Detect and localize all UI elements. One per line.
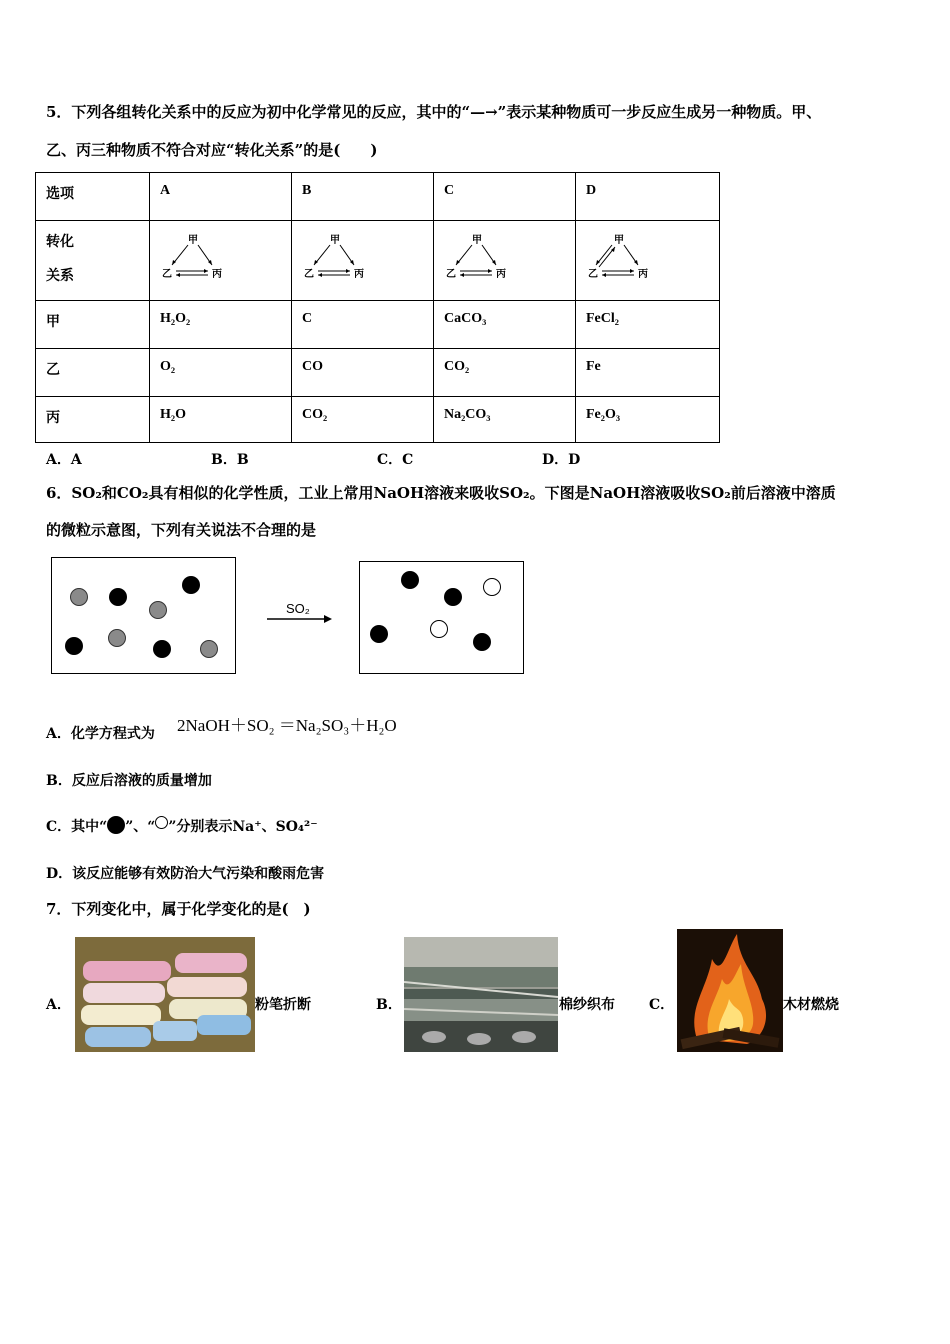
q5-option-a[interactable]: A．A xyxy=(46,452,82,468)
row-jia-b: C xyxy=(292,301,434,349)
row-jia-d: FeCl₂ xyxy=(576,301,720,349)
reaction-arrow xyxy=(266,612,336,626)
conv-diagram-a xyxy=(150,221,292,301)
table-header-c: C xyxy=(434,173,576,221)
conversion-table xyxy=(35,172,720,443)
table-header-d: D xyxy=(576,173,720,221)
q7-stem: 7．下列变化中，属于化学变化的是( ) xyxy=(46,900,311,918)
conv-diagram-b xyxy=(292,221,434,301)
q5-option-d[interactable]: D．D xyxy=(542,452,581,468)
q6-option-a[interactable] xyxy=(46,723,155,743)
q6-option-b[interactable]: B．反应后溶液的质量增加 xyxy=(46,773,212,789)
q6-option-a-prefix: A．化学方程式为 xyxy=(46,726,155,742)
particle-box-after xyxy=(359,561,524,674)
diagram-right-label: 丙 xyxy=(212,269,222,280)
particle-black xyxy=(401,571,419,589)
particle-grey xyxy=(149,601,167,619)
q5-stem-line2: 乙、丙三种物质不符合对应“转化关系”的是( ) xyxy=(46,141,378,159)
black-particle-icon xyxy=(107,816,125,834)
row-jia-a: H₂O₂ xyxy=(150,301,292,349)
spinning-mill-photo xyxy=(404,937,558,1052)
chemical-equation: 2NaOH＋SO₂ ＝Na₂SO₃＋H₂O xyxy=(177,716,397,735)
q6-option-c-prefix: C．其中“ xyxy=(46,819,108,835)
q7-option-a-caption: 粉笔折断 xyxy=(255,997,311,1013)
diagram-right-label: 丙 xyxy=(496,269,506,280)
particle-black xyxy=(109,588,127,606)
triangle-diagram-a xyxy=(160,231,230,281)
q6-option-c-suffix: ”分别表示Na⁺、SO₄²⁻ xyxy=(168,819,318,835)
diagram-top-label: 甲 xyxy=(472,235,482,246)
diagram-left-label: 乙 xyxy=(446,269,456,280)
q7-option-b-caption: 棉纱织布 xyxy=(559,997,615,1013)
q5-option-b[interactable]: B．B xyxy=(211,452,249,468)
particle-black xyxy=(153,640,171,658)
row-yi-c: CO₂ xyxy=(434,349,576,397)
particle-grey xyxy=(70,588,88,606)
spinning-mill-image xyxy=(404,937,558,1052)
conv-label-1: 转化 xyxy=(46,235,74,250)
row-yi-label: 乙 xyxy=(36,349,150,397)
q7-option-b-letter[interactable]: B． xyxy=(376,997,402,1013)
row-jia-c: CaCO₃ xyxy=(434,301,576,349)
row-jia-label: 甲 xyxy=(36,301,150,349)
particle-black xyxy=(65,637,83,655)
diagram-left-label: 乙 xyxy=(162,269,172,280)
fire-image xyxy=(677,929,783,1052)
diagram-top-label: 甲 xyxy=(614,235,624,246)
q6-option-d[interactable]: D．该反应能够有效防治大气污染和酸雨危害 xyxy=(46,866,325,882)
row-bing-d: Fe₂O₃ xyxy=(576,397,720,443)
row-yi-d: Fe xyxy=(576,349,720,397)
row-bing-a: H₂O xyxy=(150,397,292,443)
row-yi-a: O₂ xyxy=(150,349,292,397)
q7-option-c-caption: 木材燃烧 xyxy=(783,997,839,1013)
particle-black xyxy=(370,625,388,643)
table-conv-label xyxy=(36,221,150,301)
particle-black xyxy=(473,633,491,651)
conv-diagram-d xyxy=(576,221,720,301)
q6-stem-line2: 的微粒示意图，下列有关说法不合理的是 xyxy=(46,521,317,539)
row-yi-b: CO xyxy=(292,349,434,397)
particle-box-before xyxy=(51,557,236,674)
conv-label-2: 关系 xyxy=(46,269,74,284)
particle-white xyxy=(483,578,501,596)
table-header-a: A xyxy=(150,173,292,221)
q7-option-a-letter[interactable]: A． xyxy=(46,997,71,1013)
diagram-right-label: 丙 xyxy=(354,269,364,280)
table-header-option: 选项 xyxy=(36,173,150,221)
particle-black xyxy=(444,588,462,606)
particle-grey xyxy=(200,640,218,658)
chalk-photo xyxy=(75,937,255,1052)
conv-diagram-c xyxy=(434,221,576,301)
particle-grey xyxy=(108,629,126,647)
triangle-diagram-b xyxy=(302,231,372,281)
particle-black xyxy=(182,576,200,594)
triangle-diagram-d xyxy=(586,231,656,281)
fire-photo xyxy=(677,929,783,1052)
diagram-right-label: 丙 xyxy=(638,269,648,280)
so2-arrow-label: SO₂ xyxy=(286,601,310,616)
q7-option-c-letter[interactable]: C． xyxy=(649,997,675,1013)
diagram-left-label: 乙 xyxy=(304,269,314,280)
triangle-diagram-c xyxy=(444,231,514,281)
white-particle-icon xyxy=(155,816,168,829)
row-bing-b: CO₂ xyxy=(292,397,434,443)
q5-stem-line1: 5．下列各组转化关系中的反应为初中化学常见的反应，其中的“—→”表示某种物质可一步反应生成另一种物质。甲、 xyxy=(46,103,822,121)
table-header-b: B xyxy=(292,173,434,221)
particle-white xyxy=(430,620,448,638)
row-bing-c: Na₂CO₃ xyxy=(434,397,576,443)
q6-option-c[interactable] xyxy=(46,816,318,836)
diagram-left-label: 乙 xyxy=(588,269,598,280)
chalk-image xyxy=(75,937,255,1052)
diagram-top-label: 甲 xyxy=(188,235,198,246)
q5-option-c[interactable]: C．C xyxy=(377,452,414,468)
diagram-top-label: 甲 xyxy=(330,235,340,246)
q6-stem-line1: 6．SO₂和CO₂具有相似的化学性质，工业上常用NaOH溶液来吸收SO₂。下图是NaOH溶液吸收SO₂前后溶液中溶质 xyxy=(46,484,836,502)
q6-option-c-mid: ”、“ xyxy=(125,819,156,835)
row-bing-label: 丙 xyxy=(36,397,150,443)
